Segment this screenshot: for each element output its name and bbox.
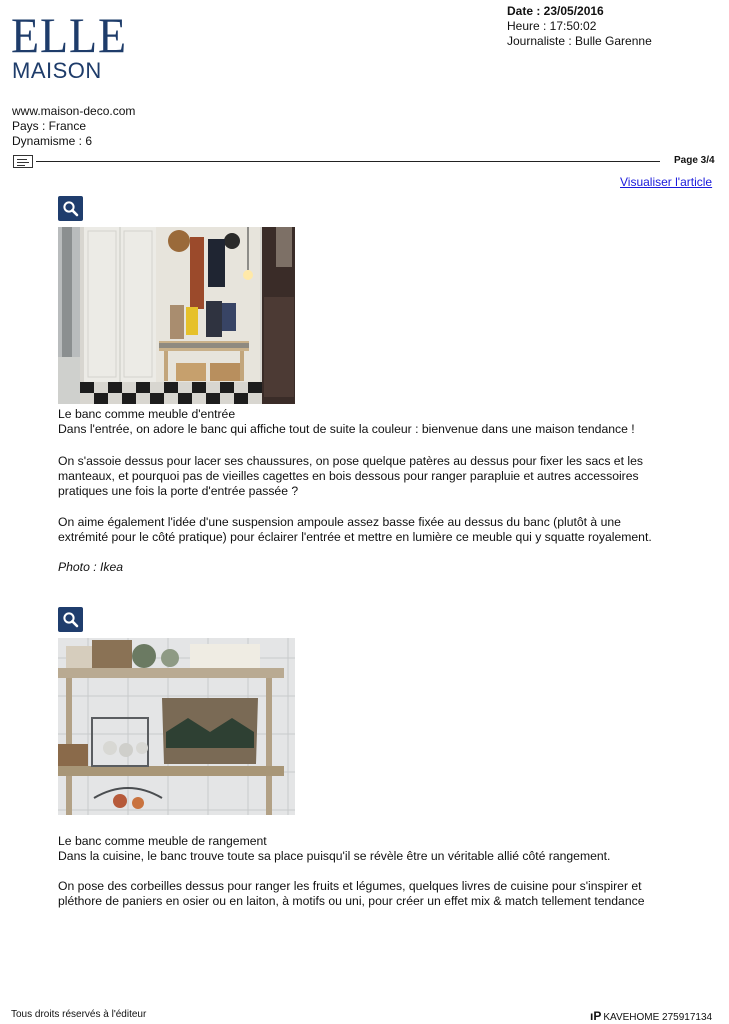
article-2-text (58, 834, 668, 864)
rights-notice: Tous droits réservés à l'éditeur (11, 1009, 147, 1020)
article-1-paragraph-1: Dans l'entrée, on adore le banc qui affiche tout de suite la couleur : bienvenue dans une maison tendance ! (58, 422, 635, 436)
source-info (12, 104, 135, 149)
source-dynamism: Dynamisme : 6 (12, 134, 93, 148)
article-2-paragraph-2: On pose des corbeilles dessus pour ranger les fruits et légumes, quelques livres de cuisine pour s'inspirer et pléthore de paniers en osier ou en laiton, à motifs ou uni, pour créer un effet mix & match tellement tendance (58, 879, 645, 908)
photo-credit: Photo : Ikea (58, 560, 124, 574)
entryway-photo (58, 227, 295, 404)
article-2-paragraph-1: Dans la cuisine, le banc trouve toute sa place puisqu'il se révèle être un véritable allié côté rangement. (58, 849, 611, 863)
article-1-paragraph-3: On aime également l'idée d'une suspension ampoule assez basse fixée au dessus du banc (plutôt à une extrémité pour le côté pratique) pour éclairer l'entrée et mettre en lumière ce meuble qui y squatte royalement. (58, 515, 652, 544)
article-1-heading: Le banc comme meuble d'entrée (58, 407, 236, 421)
source-url: www.maison-deco.com (12, 104, 136, 118)
document-reference (590, 1009, 712, 1023)
zoom-button[interactable] (58, 607, 83, 632)
elle-logo-wordmark: ELLE (11, 7, 128, 63)
document-icon (13, 155, 33, 168)
date-label: Date : 23/05/2016 (507, 4, 604, 18)
magnifier-icon (62, 611, 79, 628)
article-1-paragraph-2: On s'assoie dessus pour lacer ses chaussures, on pose quelque patères au dessus pour fixer les sacs et les manteaux, et pourquoi pas de vieilles cagettes en bois dessous pour ranger parapluie et autres accessoires pratiques une fois la porte d'entrée passée ? (58, 454, 643, 498)
zoom-button[interactable] (58, 196, 83, 221)
article-2-heading: Le banc comme meuble de rangement (58, 834, 267, 848)
page-number: Page 3/4 (674, 155, 715, 166)
publisher-mark: ıP (590, 1009, 602, 1023)
journalist-label: Journaliste : Bulle Garenne (507, 34, 652, 48)
source-country: Pays : France (12, 119, 87, 133)
view-article-link[interactable]: Visualiser l'article (620, 175, 713, 189)
article-1-text (58, 407, 668, 437)
maison-logo-wordmark: MAISON (12, 58, 102, 83)
magnifier-icon (62, 200, 79, 217)
article-meta (507, 4, 652, 49)
kitchen-bench-photo (58, 638, 295, 815)
time-label: Heure : 17:50:02 (507, 19, 597, 33)
document-ref-number: KAVEHOME 275917134 (603, 1012, 713, 1023)
separator-line (36, 161, 660, 162)
